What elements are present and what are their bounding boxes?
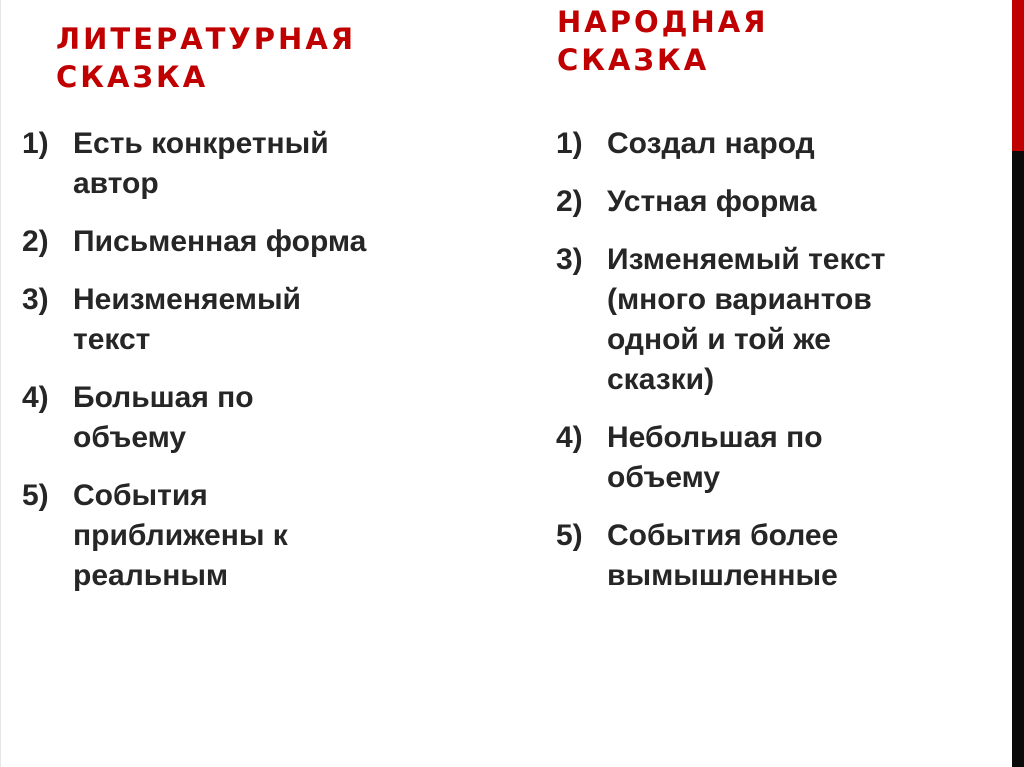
- item-number: 5): [22, 479, 49, 512]
- list-item: [22, 280, 442, 360]
- item-line: События более: [607, 519, 839, 552]
- list-item: [556, 182, 976, 222]
- list-item: [556, 124, 976, 164]
- folk-tale-list: [556, 124, 976, 614]
- list-item: [556, 240, 976, 400]
- item-line: Небольшая по: [607, 421, 823, 454]
- item-line: реальным: [73, 559, 229, 592]
- item-line: Есть конкретный: [73, 127, 329, 160]
- item-line: вымышленные: [607, 559, 838, 592]
- item-number: 1): [22, 127, 49, 160]
- item-line: Большая по: [73, 381, 254, 414]
- literary-tale-list: [22, 124, 442, 614]
- list-item: [556, 516, 976, 596]
- heading-literary-tale: [56, 20, 356, 96]
- item-number: 3): [22, 283, 49, 316]
- heading-line: СКАЗКА: [56, 60, 209, 94]
- item-line: автор: [73, 167, 159, 200]
- accent-bar-black: [1012, 151, 1024, 767]
- item-number: 4): [556, 421, 583, 454]
- item-line: Создал народ: [607, 127, 815, 160]
- item-number: 3): [556, 243, 583, 276]
- item-text: [607, 182, 976, 222]
- item-text: [607, 124, 976, 164]
- item-line: Изменяемый текст: [607, 243, 886, 276]
- item-text: [607, 516, 976, 596]
- item-line: События: [73, 479, 208, 512]
- heading-line: ЛИТЕРАТУРНАЯ: [56, 22, 357, 56]
- item-line: Неизменяемый: [73, 283, 302, 316]
- item-text: [607, 418, 976, 498]
- item-line: объему: [607, 461, 721, 494]
- item-number: 5): [556, 519, 583, 552]
- item-text: [73, 378, 442, 458]
- list-item: [22, 124, 442, 204]
- item-line: одной и той же: [607, 323, 831, 356]
- item-number: 1): [556, 127, 583, 160]
- list-item: [22, 222, 442, 262]
- item-number: 4): [22, 381, 49, 414]
- slide-edge-line: [0, 0, 1, 767]
- item-line: приближены к: [73, 519, 288, 552]
- item-line: (много вариантов: [607, 283, 872, 316]
- item-text: [73, 124, 442, 204]
- item-number: 2): [556, 185, 583, 218]
- accent-bar-red: [1012, 0, 1024, 151]
- item-line: текст: [73, 323, 151, 356]
- list-item: [22, 476, 442, 596]
- item-number: 2): [22, 225, 49, 258]
- item-text: [73, 280, 442, 360]
- item-line: объему: [73, 421, 187, 454]
- item-line: Устная форма: [607, 185, 817, 218]
- list-item: [556, 418, 976, 498]
- item-text: [607, 240, 976, 400]
- item-text: [73, 222, 442, 262]
- item-text: [73, 476, 442, 596]
- heading-line: СКАЗКА: [557, 43, 710, 77]
- item-line: Письменная форма: [73, 225, 367, 258]
- heading-folk-tale: [557, 3, 769, 79]
- item-line: сказки): [607, 363, 715, 396]
- heading-line: НАРОДНАЯ: [557, 5, 769, 39]
- list-item: [22, 378, 442, 458]
